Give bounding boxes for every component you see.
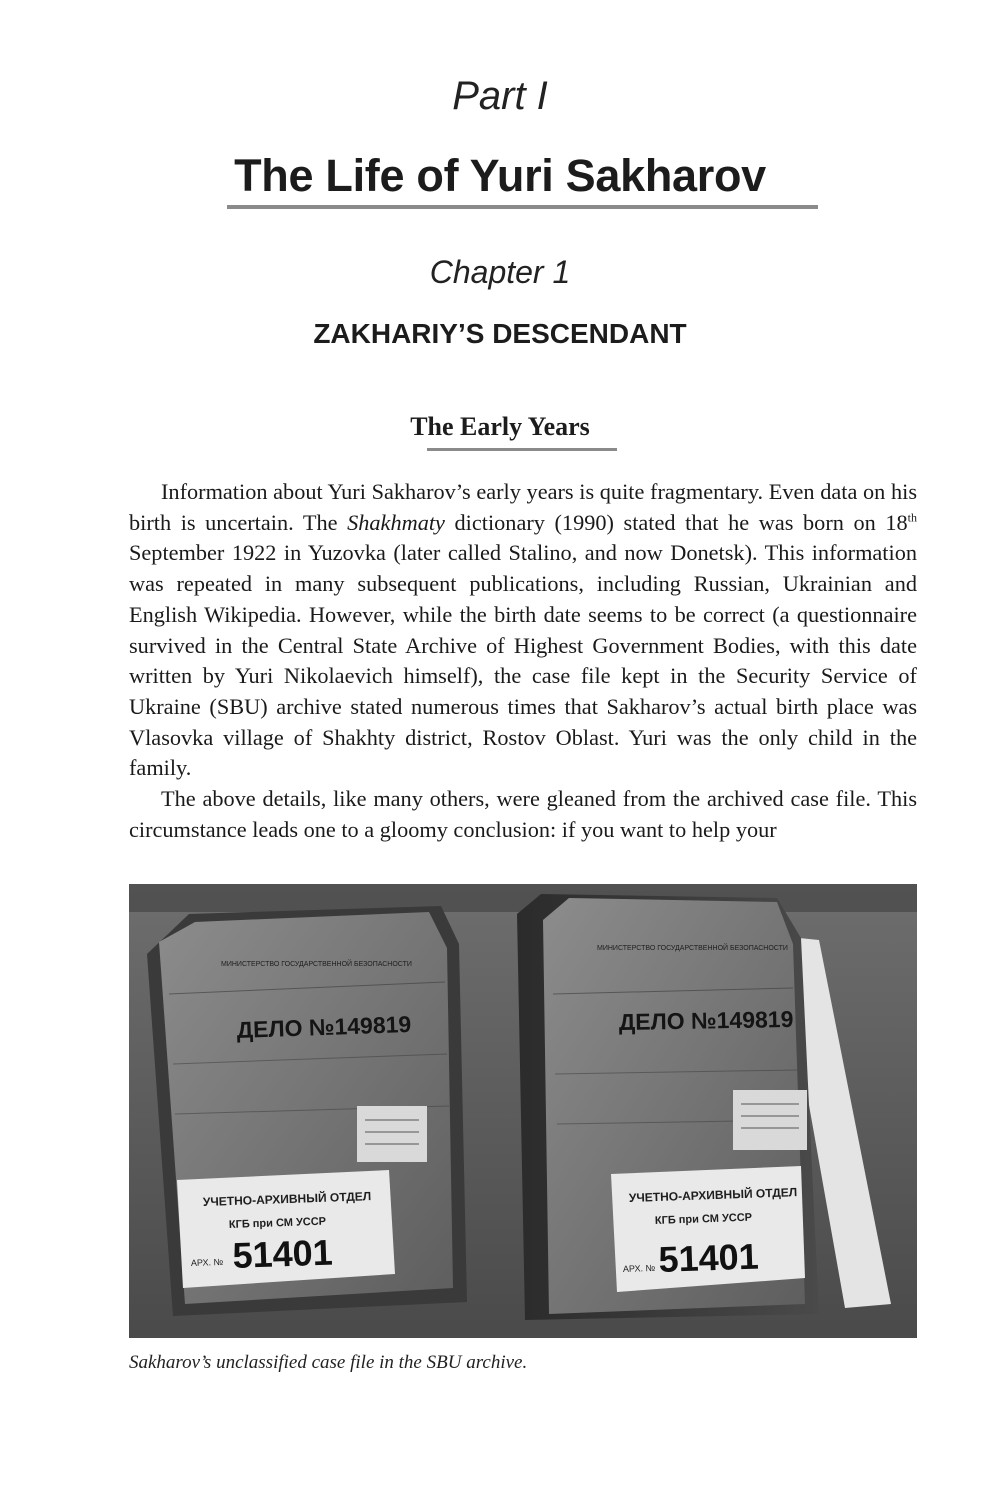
left-ministry-text: МИНИСТЕРСТВО ГОСУДАРСТВЕННОЙ БЕЗОПАСНОСТИ xyxy=(221,961,412,968)
left-label-line-2: КГБ при СМ УССР xyxy=(228,1215,327,1231)
paragraph-2: The above details, like many others, were gleaned from the archived case file. This circumstance leads one to a gloomy conclusion: if you want to help your xyxy=(129,786,917,842)
section-underline xyxy=(427,448,617,451)
book-title: The Life of Yuri Sakharov xyxy=(234,150,766,201)
right-arch-prefix: АРХ. № xyxy=(622,1262,656,1274)
right-delo-number: ДЕЛО №149819 xyxy=(618,1005,794,1035)
paragraph-1 xyxy=(129,477,917,784)
part-label: Part I xyxy=(452,74,548,118)
chapter-title: ZAKHARIY’S DESCENDANT xyxy=(313,318,687,349)
right-ministry-text: МИНИСТЕРСТВО ГОСУДАРСТВЕННОЙ БЕЗОПАСНОСТИ xyxy=(597,945,788,952)
left-case-file xyxy=(147,906,467,1316)
left-arch-prefix: АРХ. № xyxy=(190,1256,224,1268)
section-title: The Early Years xyxy=(410,412,590,441)
right-small-sticker xyxy=(733,1090,807,1150)
paragraph-1-part-b: dictionary (1990) stated that he was born on 18 xyxy=(444,509,908,535)
right-label-line-2: КГБ при СМ УССР xyxy=(654,1211,753,1227)
left-small-sticker xyxy=(357,1106,427,1162)
case-file-photo-drawing xyxy=(129,884,917,1338)
ordinal-suffix: th xyxy=(907,510,917,525)
case-file-photo xyxy=(129,884,917,1338)
paragraph-1-part-c: September 1922 in Yuzovka (later called Stalino, and now Donetsk). This information was repeated in many subsequent publications, including Russian, Ukrainian and English Wikipedia. However, while the birth date seems to be correct (a questionnaire survived in the Central State Archive of Highest Government Bodies, with this date written by Yuri Nikolaevich himself), the case file kept in the Security Service of Ukraine (SBU) archive stated numerous times that Sakharov’s actual birth place was Vlasovka village of Shakhty district, Rostov Oblast. Yuri was the only child in the family. xyxy=(129,540,917,781)
right-arch-number: 51401 xyxy=(657,1235,760,1280)
left-label-line-1: УЧЕТНО-АРХИВНЫЙ ОТДЕЛ xyxy=(202,1189,372,1209)
left-delo-number: ДЕЛО №149819 xyxy=(236,1010,412,1043)
right-label-line-1: УЧЕТНО-АРХИВНЫЙ ОТДЕЛ xyxy=(628,1185,798,1205)
table-edge xyxy=(129,884,917,912)
paragraph-1-part-a: Information about Yuri Sakharov’s early years is quite fragmentary. Even data on his birth is uncertain. The xyxy=(129,479,917,535)
photo-caption: Sakharov’s unclassified case file in the SBU archive. xyxy=(129,1352,528,1373)
title-underline xyxy=(227,205,818,209)
dictionary-name: Shakhmaty xyxy=(347,509,445,535)
body-text xyxy=(129,477,917,845)
left-arch-number: 51401 xyxy=(231,1231,334,1276)
chapter-label: Chapter 1 xyxy=(429,254,571,290)
